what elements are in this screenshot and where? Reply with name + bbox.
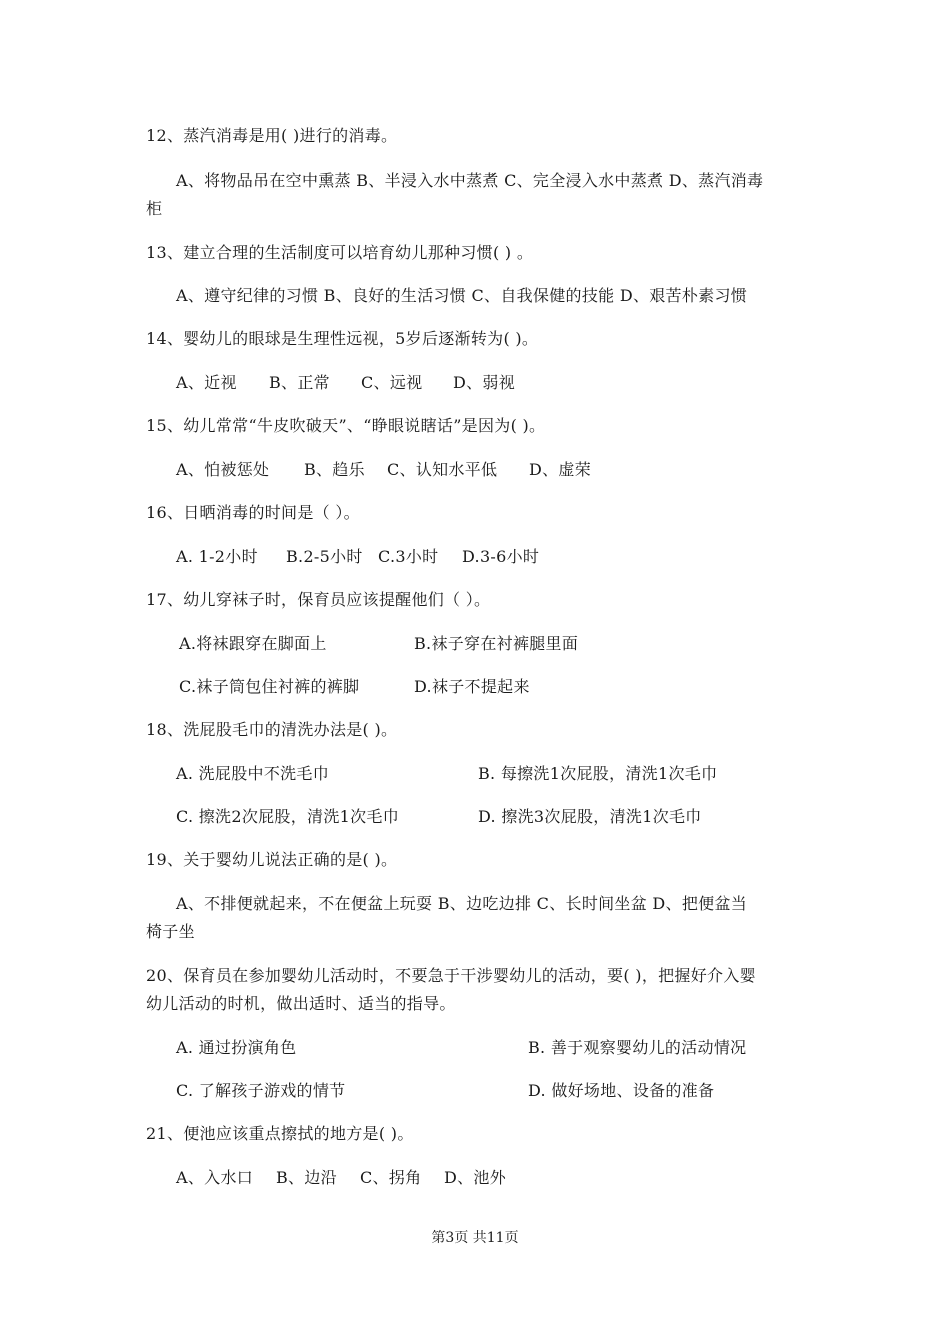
question-16-option-a: A. 1-2小时 (176, 547, 258, 566)
question-18-stem: 18、洗屁股毛巾的清洗办法是( )。 (146, 720, 398, 739)
question-15-option-a: A、怕被惩处 (176, 460, 270, 479)
question-20-option-a: A. 通过扮演角色 (176, 1038, 297, 1057)
question-18-option-d: D. 擦洗3次屁股，清洗1次毛巾 (478, 807, 702, 826)
question-12-options-continued: 柜 (146, 199, 163, 218)
question-18-option-a: A. 洗屁股中不洗毛巾 (176, 764, 330, 783)
question-18-option-b: B. 每擦洗1次屁股，清洗1次毛巾 (478, 764, 718, 783)
question-16-stem: 16、日晒消毒的时间是（ ）。 (146, 503, 360, 522)
question-21-option-a: A、入水口 (176, 1168, 254, 1187)
question-20-option-b: B. 善于观察婴幼儿的活动情况 (528, 1038, 747, 1057)
question-13-stem: 13、建立合理的生活制度可以培育幼儿那种习惯( ) 。 (146, 243, 534, 262)
question-21-option-d: D、池外 (444, 1168, 507, 1187)
question-17-stem: 17、幼儿穿袜子时，保育员应该提醒他们（ ）。 (146, 590, 491, 609)
question-18-option-c: C. 擦洗2次屁股，清洗1次毛巾 (176, 807, 400, 826)
question-12-stem: 12、蒸汽消毒是用( )进行的消毒。 (146, 126, 398, 145)
question-17-option-b: B.袜子穿在衬裤腿里面 (414, 634, 579, 653)
page-number-footer: 第3页 共11页 (431, 1230, 519, 1246)
question-19-options: A、不排便就起来，不在便盆上玩耍 B、边吃边排 C、长时间坐盆 D、把便盆当 (176, 894, 748, 913)
question-14-option-b: B、正常 (269, 373, 330, 392)
question-19-options-continued: 椅子坐 (146, 922, 195, 941)
question-14-option-a: A、近视 (176, 373, 237, 392)
question-17-option-a: A.将袜跟穿在脚面上 (179, 634, 327, 653)
question-20-option-d: D. 做好场地、设备的准备 (528, 1081, 715, 1100)
question-16-option-c: C.3小时 (378, 547, 439, 566)
question-14-stem: 14、婴幼儿的眼球是生理性远视，5岁后逐渐转为( )。 (146, 329, 539, 348)
question-17-option-d: D.袜子不提起来 (414, 677, 530, 696)
question-21-option-c: C、拐角 (360, 1168, 422, 1187)
question-20-stem: 20、保育员在参加婴幼儿活动时，不要急于干涉婴幼儿的活动，要( )，把握好介入婴 (146, 966, 756, 985)
question-13-options: A、遵守纪律的习惯 B、良好的生活习惯 C、自我保健的技能 D、艰苦朴素习惯 (176, 286, 748, 305)
question-20-stem-continued: 幼儿活动的时机，做出适时、适当的指导。 (146, 994, 456, 1013)
question-17-option-c: C.袜子筒包住衬裤的裤脚 (179, 677, 360, 696)
question-15-option-c: C、认知水平低 (387, 460, 498, 479)
question-21-stem: 21、便池应该重点擦拭的地方是( )。 (146, 1124, 414, 1143)
question-12-options: A、将物品吊在空中熏蒸 B、半浸入水中蒸煮 C、完全浸入水中蒸煮 D、蒸汽消毒 (176, 171, 764, 190)
question-20-option-c: C. 了解孩子游戏的情节 (176, 1081, 346, 1100)
question-14-option-d: D、弱视 (453, 373, 516, 392)
question-16-option-b: B.2-5小时 (286, 547, 363, 566)
question-15-option-b: B、趋乐 (304, 460, 365, 479)
question-19-stem: 19、关于婴幼儿说法正确的是( )。 (146, 850, 398, 869)
question-15-option-d: D、虚荣 (529, 460, 592, 479)
question-14-option-c: C、远视 (361, 373, 423, 392)
question-21-option-b: B、边沿 (276, 1168, 337, 1187)
question-15-stem: 15、幼儿常常“牛皮吹破天”、“睁眼说瞎话”是因为( )。 (146, 416, 546, 435)
question-16-option-d: D.3-6小时 (462, 547, 540, 566)
